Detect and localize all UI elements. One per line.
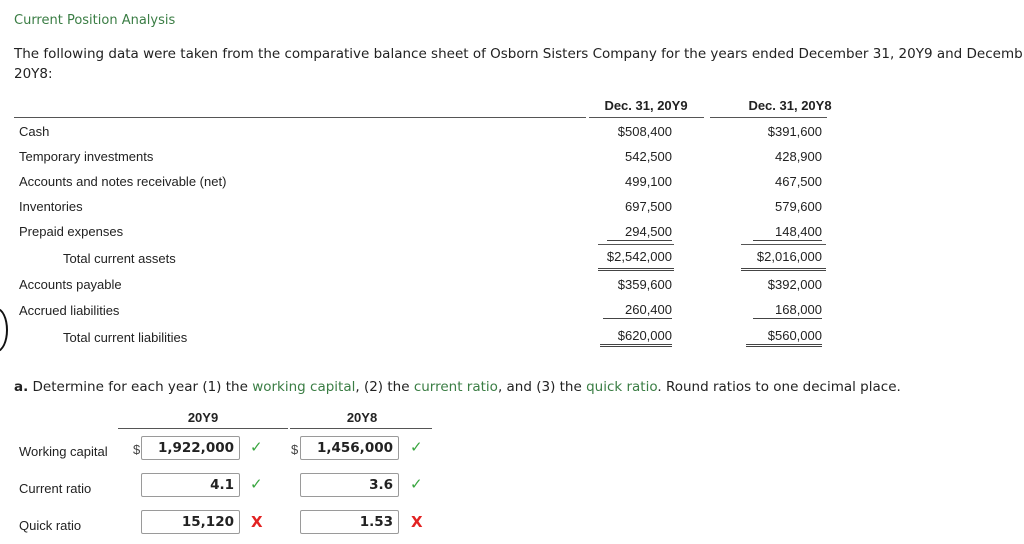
answer-row-label: Working capital [19, 444, 108, 459]
correct-check-icon: ✓ [250, 438, 263, 456]
answer-row-label: Current ratio [19, 481, 92, 496]
answer-column-rule-20y9 [118, 428, 288, 429]
column-rule-20y9 [589, 117, 704, 118]
row-value-20y8 [722, 302, 822, 319]
row-label: Inventories [19, 199, 83, 214]
row-value-20y8: $2,016,000 [756, 249, 822, 264]
row-value-20y9 [572, 224, 672, 241]
question-text: , (2) the [355, 379, 414, 395]
dollar-sign: $ [133, 442, 141, 457]
answer-column-rule-20y8 [290, 428, 432, 429]
row-value-20y9: 499,100 [625, 174, 672, 189]
row-value-20y8 [722, 328, 822, 347]
row-value-20y8: 579,600 [775, 199, 822, 214]
quick-ratio-link[interactable]: quick ratio [586, 379, 658, 395]
row-value-20y8 [722, 224, 822, 241]
current-ratio-20y9-input[interactable]: 4.1 [141, 473, 240, 497]
row-value-20y8: 428,900 [775, 149, 822, 164]
intro-text [14, 44, 1024, 84]
row-value-20y9: 542,500 [625, 149, 672, 164]
row-value-text: 148,400 [753, 224, 822, 241]
working-capital-20y8-input[interactable]: 1,456,000 [300, 436, 399, 460]
subtotal-rule-20y8 [741, 244, 826, 245]
row-label: Accounts payable [19, 277, 122, 292]
row-value-text: 168,000 [753, 302, 822, 319]
row-value-20y8: 467,500 [775, 174, 822, 189]
question-text: , and (3) the [497, 379, 587, 395]
quick-ratio-20y9-input[interactable]: 15,120 [141, 510, 240, 534]
row-value-text: 294,500 [607, 224, 672, 241]
current-ratio-20y8-input[interactable]: 3.6 [300, 473, 399, 497]
dollar-sign: $ [291, 442, 299, 457]
row-value-20y8: $392,000 [767, 277, 822, 292]
row-label: Cash [19, 124, 50, 139]
column-rule-20y8 [710, 117, 827, 118]
left-edge-arc [0, 308, 8, 352]
working-capital-link[interactable]: working capital [252, 379, 356, 395]
row-value-text: $620,000 [600, 328, 672, 347]
row-label: Accounts and notes receivable (net) [19, 174, 227, 189]
row-value-20y8: $391,600 [767, 124, 822, 139]
row-value-20y9: $2,542,000 [606, 249, 672, 264]
row-value-20y9: 697,500 [625, 199, 672, 214]
incorrect-x-icon: X [251, 513, 263, 531]
correct-check-icon: ✓ [410, 438, 423, 456]
working-capital-20y9-input[interactable]: 1,922,000 [141, 436, 240, 460]
question-text: . Round ratios to one decimal place. [657, 379, 901, 395]
row-label: Prepaid expenses [19, 224, 124, 239]
row-value-20y9 [572, 328, 672, 347]
correct-check-icon: ✓ [410, 475, 423, 493]
row-value-20y9: $359,600 [617, 277, 672, 292]
answer-column-header-20y9: 20Y9 [187, 410, 219, 425]
row-value-text: $560,000 [746, 328, 822, 347]
correct-check-icon: ✓ [250, 475, 263, 493]
table-top-rule [14, 117, 586, 118]
page-title: Current Position Analysis [14, 13, 176, 28]
row-label: Accrued liabilities [19, 303, 120, 318]
answer-row-label: Quick ratio [19, 518, 82, 533]
row-value-20y9: $508,400 [617, 124, 672, 139]
incorrect-x-icon: X [411, 513, 423, 531]
intro-line-2: 20Y8: [14, 66, 53, 82]
column-header-20y8: Dec. 31, 20Y8 [748, 98, 832, 113]
quick-ratio-20y8-input[interactable]: 1.53 [300, 510, 399, 534]
question-text: Determine for each year (1) the [28, 379, 253, 395]
row-label: Total current liabilities [63, 330, 188, 345]
subtotal-rule-20y9 [598, 244, 674, 245]
row-label: Total current assets [63, 251, 176, 266]
total-assets-rule-20y8 [741, 268, 826, 271]
question-a [14, 379, 901, 395]
row-value-20y9 [572, 302, 672, 319]
row-label: Temporary investments [19, 149, 154, 164]
column-header-20y9: Dec. 31, 20Y9 [604, 98, 688, 113]
current-ratio-link[interactable]: current ratio [413, 379, 498, 395]
answer-column-header-20y8: 20Y8 [346, 410, 378, 425]
row-value-text: 260,400 [603, 302, 672, 319]
question-prefix: a. [14, 379, 29, 395]
intro-line-1: The following data were taken from the comparative balance sheet of Osborn Sisters Company for the years ended December 31, 20Y9 and Decemb [14, 46, 1023, 62]
total-assets-rule-20y9 [598, 268, 674, 271]
